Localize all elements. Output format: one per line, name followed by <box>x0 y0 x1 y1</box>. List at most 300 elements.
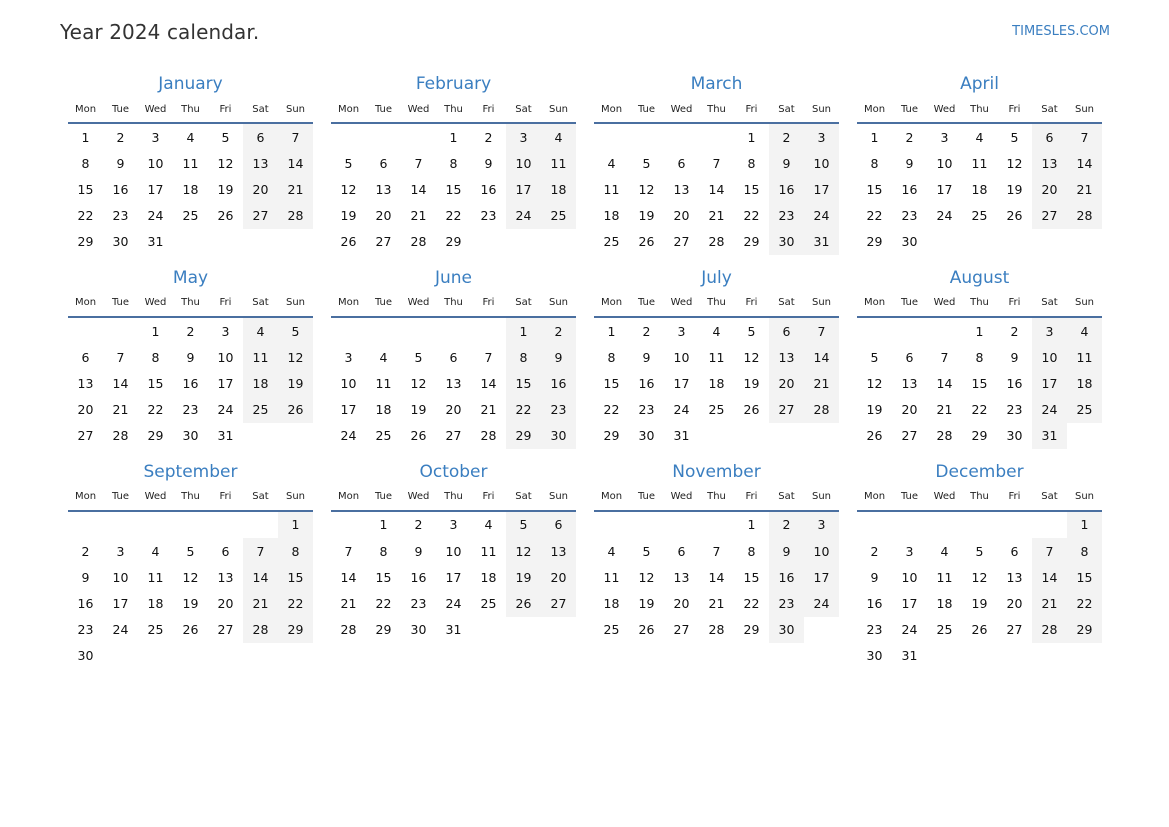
day-cell: 19 <box>182 596 199 612</box>
day-cell: 3 <box>151 129 160 145</box>
day-cell: 6 <box>1032 124 1067 150</box>
weekday-label: Wed <box>407 297 430 309</box>
day-cell: 20 <box>541 564 576 590</box>
weekday-label: Tue <box>900 491 919 503</box>
day-cell: 9 <box>769 538 804 564</box>
day-grid <box>594 124 839 255</box>
empty-cell <box>331 318 366 344</box>
day-cell: 26 <box>638 234 655 250</box>
day-cell: 19 <box>1006 181 1023 197</box>
day-cell: 21 <box>804 370 839 396</box>
weekday-label: Tue <box>900 103 919 115</box>
day-cell: 27 <box>1006 622 1023 638</box>
day-cell: 25 <box>1067 397 1102 423</box>
day-cell: 27 <box>673 622 690 638</box>
day-cell: 17 <box>445 569 462 585</box>
day-cell: 30 <box>866 648 883 664</box>
day-cell: 26 <box>638 622 655 638</box>
day-cell: 21 <box>410 208 427 224</box>
day-cell: 28 <box>708 622 725 638</box>
weekday-label: Fri <box>482 103 495 115</box>
day-cell: 2 <box>870 543 879 559</box>
weekday-label: Wed <box>670 491 693 503</box>
day-cell: 23 <box>769 590 804 616</box>
weekday-label: Wed <box>144 297 167 309</box>
month-november <box>594 461 839 669</box>
day-cell: 14 <box>340 569 357 585</box>
weekday-label: Tue <box>374 297 393 309</box>
empty-cell <box>208 512 243 538</box>
weekday-header <box>857 484 1102 512</box>
empty-cell <box>173 512 208 538</box>
day-cell: 18 <box>603 208 620 224</box>
day-cell: 21 <box>936 402 953 418</box>
day-cell: 28 <box>410 234 427 250</box>
day-cell: 2 <box>116 129 125 145</box>
day-cell: 11 <box>480 543 497 559</box>
day-cell: 31 <box>804 229 839 255</box>
day-cell: 13 <box>673 181 690 197</box>
day-cell: 10 <box>673 349 690 365</box>
empty-cell <box>401 318 436 344</box>
day-cell: 16 <box>182 375 199 391</box>
empty-cell <box>664 124 699 150</box>
day-cell: 3 <box>449 517 458 533</box>
day-cell: 11 <box>147 569 164 585</box>
weekday-label: Fri <box>219 297 232 309</box>
day-cell: 20 <box>673 596 690 612</box>
day-cell: 29 <box>971 428 988 444</box>
day-cell: 15 <box>603 375 620 391</box>
day-cell: 15 <box>375 569 392 585</box>
day-cell: 15 <box>278 564 313 590</box>
day-cell: 10 <box>936 155 953 171</box>
weekday-label: Sun <box>548 491 569 503</box>
day-cell: 4 <box>712 323 721 339</box>
day-cell: 19 <box>217 181 234 197</box>
day-cell: 30 <box>77 648 94 664</box>
day-cell: 14 <box>1032 564 1067 590</box>
day-cell: 8 <box>607 349 616 365</box>
empty-cell <box>699 124 734 150</box>
day-grid <box>594 512 839 643</box>
day-cell: 9 <box>414 543 423 559</box>
day-cell: 30 <box>410 622 427 638</box>
weekday-label: Tue <box>111 297 130 309</box>
day-cell: 30 <box>182 428 199 444</box>
weekday-label: Sun <box>548 297 569 309</box>
day-cell: 8 <box>449 155 458 171</box>
weekday-label: Sat <box>515 491 532 503</box>
day-cell: 22 <box>445 208 462 224</box>
day-cell: 3 <box>804 124 839 150</box>
weekday-label: Sun <box>285 103 306 115</box>
day-grid <box>857 512 1102 669</box>
day-cell: 6 <box>243 124 278 150</box>
day-cell: 8 <box>747 543 756 559</box>
day-cell: 15 <box>445 181 462 197</box>
site-link[interactable]: TIMESLES.COM <box>1012 24 1110 39</box>
day-cell: 25 <box>375 428 392 444</box>
month-name: February <box>415 74 492 94</box>
day-cell: 23 <box>866 622 883 638</box>
day-cell: 30 <box>541 423 576 449</box>
empty-cell <box>594 124 629 150</box>
day-cell: 12 <box>743 349 760 365</box>
day-cell: 3 <box>940 129 949 145</box>
day-cell: 22 <box>603 402 620 418</box>
day-cell: 13 <box>1006 569 1023 585</box>
day-cell: 6 <box>449 349 458 365</box>
day-cell: 7 <box>1067 124 1102 150</box>
empty-cell <box>927 318 962 344</box>
day-cell: 29 <box>147 428 164 444</box>
weekday-label: Fri <box>1008 491 1021 503</box>
day-cell: 12 <box>217 155 234 171</box>
day-cell: 19 <box>506 564 541 590</box>
day-cell: 28 <box>278 203 313 229</box>
day-cell: 29 <box>77 234 94 250</box>
day-cell: 10 <box>445 543 462 559</box>
day-cell: 9 <box>116 155 125 171</box>
day-cell: 13 <box>541 538 576 564</box>
day-cell: 20 <box>769 370 804 396</box>
day-cell: 21 <box>112 402 129 418</box>
day-cell: 21 <box>480 402 497 418</box>
empty-cell <box>68 318 103 344</box>
day-cell: 29 <box>1067 617 1102 643</box>
day-cell: 17 <box>217 375 234 391</box>
day-cell: 7 <box>243 538 278 564</box>
weekday-label: Tue <box>374 491 393 503</box>
day-cell: 10 <box>147 155 164 171</box>
day-cell: 19 <box>971 596 988 612</box>
weekday-label: Fri <box>745 491 758 503</box>
day-cell: 24 <box>147 208 164 224</box>
empty-cell <box>962 512 997 538</box>
day-cell: 10 <box>804 538 839 564</box>
empty-cell <box>629 124 664 150</box>
day-cell: 14 <box>708 569 725 585</box>
weekday-label: Fri <box>482 297 495 309</box>
empty-cell <box>331 124 366 150</box>
empty-cell <box>331 512 366 538</box>
day-cell: 19 <box>638 596 655 612</box>
weekday-label: Sat <box>778 103 795 115</box>
day-cell: 6 <box>905 349 914 365</box>
empty-cell <box>436 318 471 344</box>
day-cell: 6 <box>541 512 576 538</box>
empty-cell <box>103 318 138 344</box>
month-december <box>857 461 1102 669</box>
day-cell: 14 <box>410 181 427 197</box>
day-cell: 12 <box>278 344 313 370</box>
day-cell: 9 <box>186 349 195 365</box>
day-cell: 17 <box>936 181 953 197</box>
day-cell: 15 <box>77 181 94 197</box>
weekday-label: Mon <box>74 297 97 309</box>
day-cell: 9 <box>642 349 651 365</box>
day-cell: 22 <box>971 402 988 418</box>
day-cell: 25 <box>541 203 576 229</box>
day-grid <box>594 318 839 449</box>
day-cell: 22 <box>1067 590 1102 616</box>
day-cell: 11 <box>971 155 988 171</box>
day-cell: 28 <box>1032 617 1067 643</box>
day-cell: 5 <box>414 349 423 365</box>
day-cell: 6 <box>221 543 230 559</box>
day-cell: 8 <box>379 543 388 559</box>
month-name: June <box>434 267 473 288</box>
weekday-label: Tue <box>900 297 919 309</box>
weekday-label: Mon <box>337 103 360 115</box>
day-cell: 28 <box>936 428 953 444</box>
day-cell: 1 <box>379 517 388 533</box>
day-cell: 9 <box>81 569 90 585</box>
day-cell: 4 <box>975 129 984 145</box>
day-cell: 7 <box>344 543 353 559</box>
day-cell: 11 <box>1067 344 1102 370</box>
month-january <box>68 73 313 255</box>
weekday-label: Sat <box>252 491 269 503</box>
day-cell: 12 <box>506 538 541 564</box>
day-cell: 22 <box>147 402 164 418</box>
day-cell: 17 <box>147 181 164 197</box>
weekday-header <box>68 484 313 512</box>
weekday-label: Fri <box>745 103 758 115</box>
month-name: March <box>690 74 743 94</box>
day-cell: 24 <box>901 622 918 638</box>
weekday-label: Tue <box>637 491 656 503</box>
day-cell: 17 <box>901 596 918 612</box>
day-cell: 9 <box>905 155 914 171</box>
day-cell: 20 <box>445 402 462 418</box>
day-cell: 14 <box>278 150 313 176</box>
weekday-label: Mon <box>600 491 623 503</box>
day-cell: 6 <box>677 155 686 171</box>
day-cell: 8 <box>1067 538 1102 564</box>
day-cell: 14 <box>936 375 953 391</box>
day-cell: 29 <box>603 428 620 444</box>
day-cell: 26 <box>278 397 313 423</box>
weekday-label: Fri <box>219 491 232 503</box>
day-cell: 19 <box>638 208 655 224</box>
month-name: September <box>143 461 238 482</box>
day-cell: 20 <box>375 208 392 224</box>
day-cell: 27 <box>541 590 576 616</box>
day-cell: 18 <box>182 181 199 197</box>
calendar-grid <box>68 73 1102 669</box>
page-title: Year 2024 calendar. <box>60 20 260 44</box>
day-cell: 20 <box>77 402 94 418</box>
day-cell: 30 <box>901 234 918 250</box>
day-cell: 16 <box>1006 375 1023 391</box>
day-cell: 28 <box>480 428 497 444</box>
day-cell: 23 <box>77 622 94 638</box>
day-cell: 5 <box>642 543 651 559</box>
day-cell: 15 <box>971 375 988 391</box>
month-february <box>331 73 576 255</box>
day-cell: 2 <box>905 129 914 145</box>
day-cell: 2 <box>186 323 195 339</box>
day-cell: 20 <box>673 208 690 224</box>
weekday-label: Mon <box>74 491 97 503</box>
month-march <box>594 73 839 255</box>
day-cell: 8 <box>747 155 756 171</box>
month-october <box>331 461 576 669</box>
day-cell: 21 <box>340 596 357 612</box>
weekday-label: Wed <box>933 491 956 503</box>
weekday-label: Mon <box>600 297 623 309</box>
weekday-label: Thu <box>181 491 200 503</box>
day-cell: 25 <box>147 622 164 638</box>
day-cell: 29 <box>866 234 883 250</box>
day-cell: 21 <box>1032 590 1067 616</box>
day-cell: 3 <box>116 543 125 559</box>
weekday-label: Thu <box>970 297 989 309</box>
weekday-label: Thu <box>707 491 726 503</box>
day-cell: 16 <box>769 176 804 202</box>
empty-cell <box>857 318 892 344</box>
day-cell: 24 <box>340 428 357 444</box>
weekday-label: Wed <box>670 297 693 309</box>
day-cell: 26 <box>410 428 427 444</box>
day-cell: 2 <box>484 129 493 145</box>
empty-cell <box>1032 512 1067 538</box>
month-name: October <box>419 461 488 482</box>
weekday-label: Thu <box>181 103 200 115</box>
day-cell: 22 <box>743 208 760 224</box>
weekday-label: Thu <box>707 103 726 115</box>
day-cell: 18 <box>1067 370 1102 396</box>
day-cell: 18 <box>708 375 725 391</box>
empty-cell <box>366 318 401 344</box>
day-cell: 18 <box>243 370 278 396</box>
day-cell: 2 <box>769 512 804 538</box>
day-cell: 18 <box>541 176 576 202</box>
day-cell: 9 <box>484 155 493 171</box>
day-cell: 31 <box>147 234 164 250</box>
day-cell: 11 <box>541 150 576 176</box>
day-cell: 19 <box>278 370 313 396</box>
empty-cell <box>629 512 664 538</box>
day-grid <box>68 512 313 669</box>
day-cell: 1 <box>278 512 313 538</box>
day-cell: 7 <box>804 318 839 344</box>
day-cell: 5 <box>221 129 230 145</box>
weekday-header <box>331 290 576 318</box>
day-cell: 24 <box>445 596 462 612</box>
weekday-label: Fri <box>1008 297 1021 309</box>
day-cell: 4 <box>940 543 949 559</box>
day-cell: 8 <box>278 538 313 564</box>
month-name: May <box>172 267 209 288</box>
day-cell: 15 <box>1067 564 1102 590</box>
weekday-header <box>331 484 576 512</box>
day-cell: 5 <box>1010 129 1019 145</box>
weekday-label: Tue <box>637 297 656 309</box>
weekday-label: Tue <box>111 103 130 115</box>
day-cell: 30 <box>638 428 655 444</box>
day-cell: 24 <box>804 203 839 229</box>
weekday-label: Sun <box>1074 103 1095 115</box>
day-cell: 23 <box>182 402 199 418</box>
day-cell: 28 <box>243 617 278 643</box>
day-cell: 16 <box>480 181 497 197</box>
weekday-label: Sun <box>285 491 306 503</box>
month-name: July <box>701 267 732 288</box>
weekday-label: Sat <box>252 297 269 309</box>
day-cell: 23 <box>1006 402 1023 418</box>
day-cell: 4 <box>541 124 576 150</box>
day-cell: 14 <box>804 344 839 370</box>
day-cell: 7 <box>1032 538 1067 564</box>
weekday-label: Fri <box>745 297 758 309</box>
day-cell: 2 <box>414 517 423 533</box>
day-grid <box>331 318 576 449</box>
day-cell: 27 <box>673 234 690 250</box>
day-cell: 4 <box>484 517 493 533</box>
day-cell: 13 <box>673 569 690 585</box>
day-cell: 13 <box>243 150 278 176</box>
day-cell: 9 <box>870 569 879 585</box>
weekday-label: Fri <box>482 491 495 503</box>
day-grid <box>331 124 576 255</box>
day-cell: 2 <box>642 323 651 339</box>
day-cell: 1 <box>607 323 616 339</box>
day-cell: 12 <box>340 181 357 197</box>
weekday-label: Wed <box>144 103 167 115</box>
day-cell: 12 <box>410 375 427 391</box>
weekday-label: Sun <box>811 103 832 115</box>
day-cell: 27 <box>1032 203 1067 229</box>
day-cell: 17 <box>112 596 129 612</box>
weekday-label: Mon <box>863 297 886 309</box>
weekday-header <box>857 96 1102 124</box>
day-cell: 8 <box>506 344 541 370</box>
month-name: April <box>960 74 999 94</box>
day-cell: 27 <box>217 622 234 638</box>
weekday-label: Sat <box>1041 297 1058 309</box>
weekday-label: Wed <box>670 103 693 115</box>
empty-cell <box>401 124 436 150</box>
day-cell: 19 <box>743 375 760 391</box>
weekday-label: Mon <box>337 491 360 503</box>
day-cell: 10 <box>1032 344 1067 370</box>
day-cell: 1 <box>747 129 756 145</box>
day-cell: 17 <box>340 402 357 418</box>
month-june <box>331 267 576 449</box>
day-cell: 10 <box>112 569 129 585</box>
day-cell: 19 <box>340 208 357 224</box>
empty-cell <box>366 124 401 150</box>
day-cell: 1 <box>975 323 984 339</box>
day-cell: 7 <box>414 155 423 171</box>
day-cell: 3 <box>1032 318 1067 344</box>
day-cell: 17 <box>1032 370 1067 396</box>
day-cell: 26 <box>217 208 234 224</box>
day-cell: 23 <box>112 208 129 224</box>
day-cell: 17 <box>804 564 839 590</box>
day-cell: 26 <box>340 234 357 250</box>
day-cell: 23 <box>480 208 497 224</box>
empty-cell <box>68 512 103 538</box>
day-cell: 13 <box>77 375 94 391</box>
day-cell: 11 <box>708 349 725 365</box>
day-cell: 31 <box>901 648 918 664</box>
day-cell: 16 <box>638 375 655 391</box>
day-cell: 18 <box>936 596 953 612</box>
